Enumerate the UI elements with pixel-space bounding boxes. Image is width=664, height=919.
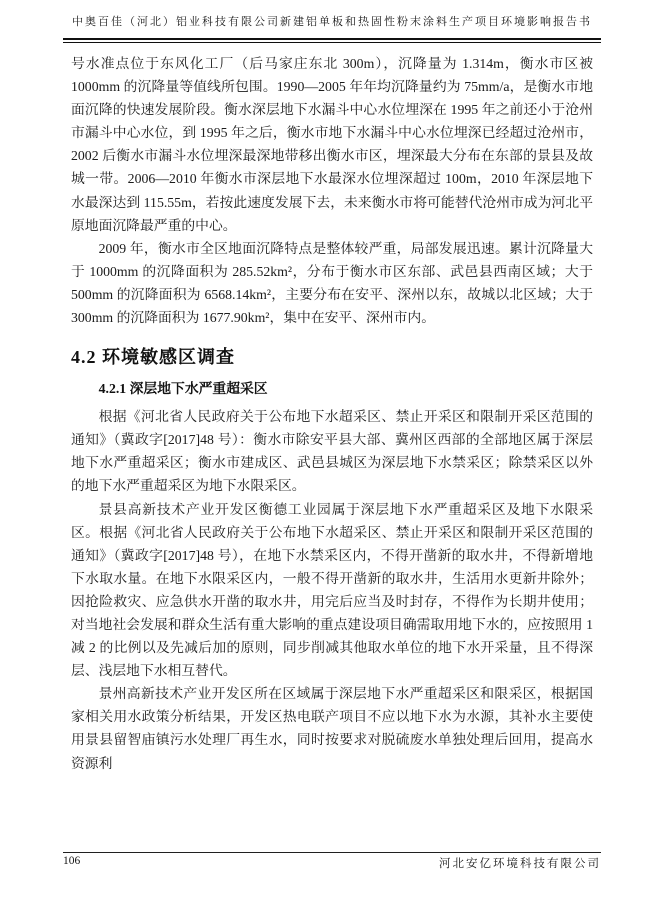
footer-company-name: 河北安亿环境科技有限公司: [439, 858, 601, 870]
document-body: [71, 52, 593, 775]
paragraph-land-subsidence-continued: 号水准点位于东风化工厂（后马家庄东北 300m），沉降量为 1.314m，衡水市区被 1000mm 的沉降量等值线所包围。1990—2005 年年均沉降量约为 75mm/a，是衡水市地面沉降的快速发展阶段。衡水深层地下水漏斗中心水位埋深在 1995 年之前还小于沧州市漏斗中心水位，到 1995 年之后，衡水市地下水漏斗中心水位埋深已经超过沧州市，2002 后衡水市漏斗水位埋深最深地带移出衡水市区，埋深最大分布在东部的景县及故城一带。2006—2010 年衡水市深层地下水最深水位埋深超过 100m，2010 年深层地下水最深达到 115.55m，若按此速度发展下去，未来衡水市将可能替代沧州市成为河北平原地面沉降最严重的中心。: [71, 56, 593, 233]
header-double-rule: [63, 38, 601, 43]
page-number: 106: [63, 855, 81, 867]
page-header-title: 中奥百佳（河北）铝业科技有限公司新建铝单板和热固性粉末涂料生产项目环境影响报告书: [72, 16, 592, 28]
subsection-heading-4-2-1: 4.2.1 深层地下水严重超采区: [98, 381, 268, 397]
paragraph-land-subsidence-2009: 2009 年，衡水市全区地面沉降特点是整体较严重，局部发展迅速。累计沉降量大于 1000mm 的沉降面积为 285.52km²，分布于衡水市区东部、武邑县西南区域；大于 500mm 的沉降面积为 6568.14km²，主要分布在安平、深州以东，故城以北区域；大于 300mm 的沉降面积为 1677.90km²，集中在安平、深州市内。: [71, 240, 593, 326]
paragraph-overexploitation-policy: 根据《河北省人民政府关于公布地下水超采区、禁止开采区和限制开采区范围的通知》（冀政字[2017]48 号）：衡水市除安平县大部、冀州区西部的全部地区属于深层地下水严重超采区；衡水市建成区、武邑县城区为深层地下水禁采区；除禁采区以外的地下水严重超采区为地下水限采区。: [71, 409, 593, 494]
page-header: [63, 12, 601, 30]
paragraph-jingzhou-development-zone: 景州高新技术产业开发区所在区域属于深层地下水严重超采区和限采区，根据国家相关用水政策分析结果，开发区热电联产项目不应以地下水为水源，其补水主要使用景县留智庙镇污水处理厂再生水，同时按要求对脱硫废水单独处理后回用，提高水资源利: [71, 686, 593, 771]
section-heading-4-2: 4.2 环境敏感区调查: [71, 347, 235, 368]
footer-rule: [63, 852, 601, 853]
page-footer: [63, 855, 601, 871]
paragraph-hengde-industrial-park: 景县高新技术产业开发区衡德工业园属于深层地下水严重超采区及地下水限采区。根据《河北省人民政府关于公布地下水超采区、禁止开采区和限制开采区范围的通知》（冀政字[2017]48 号），在地下水禁采区内，不得开凿新的取水井，不得新增地下水取水量。在地下水限采区内，一般不得开凿新的取水井，生活用水更新井除外；因抢险救灾、应急供水开凿的取水井，用完后应当及时封存，不得作为长期井使用；对当地社会发展和群众生活有重大影响的重点建设项目确需取用地下水的，应按照用 1 减 2 的比例以及先减后加的原则，同步削减其他取水单位的地下水开采量，且不得深层、浅层地下水相互替代。: [71, 501, 593, 679]
